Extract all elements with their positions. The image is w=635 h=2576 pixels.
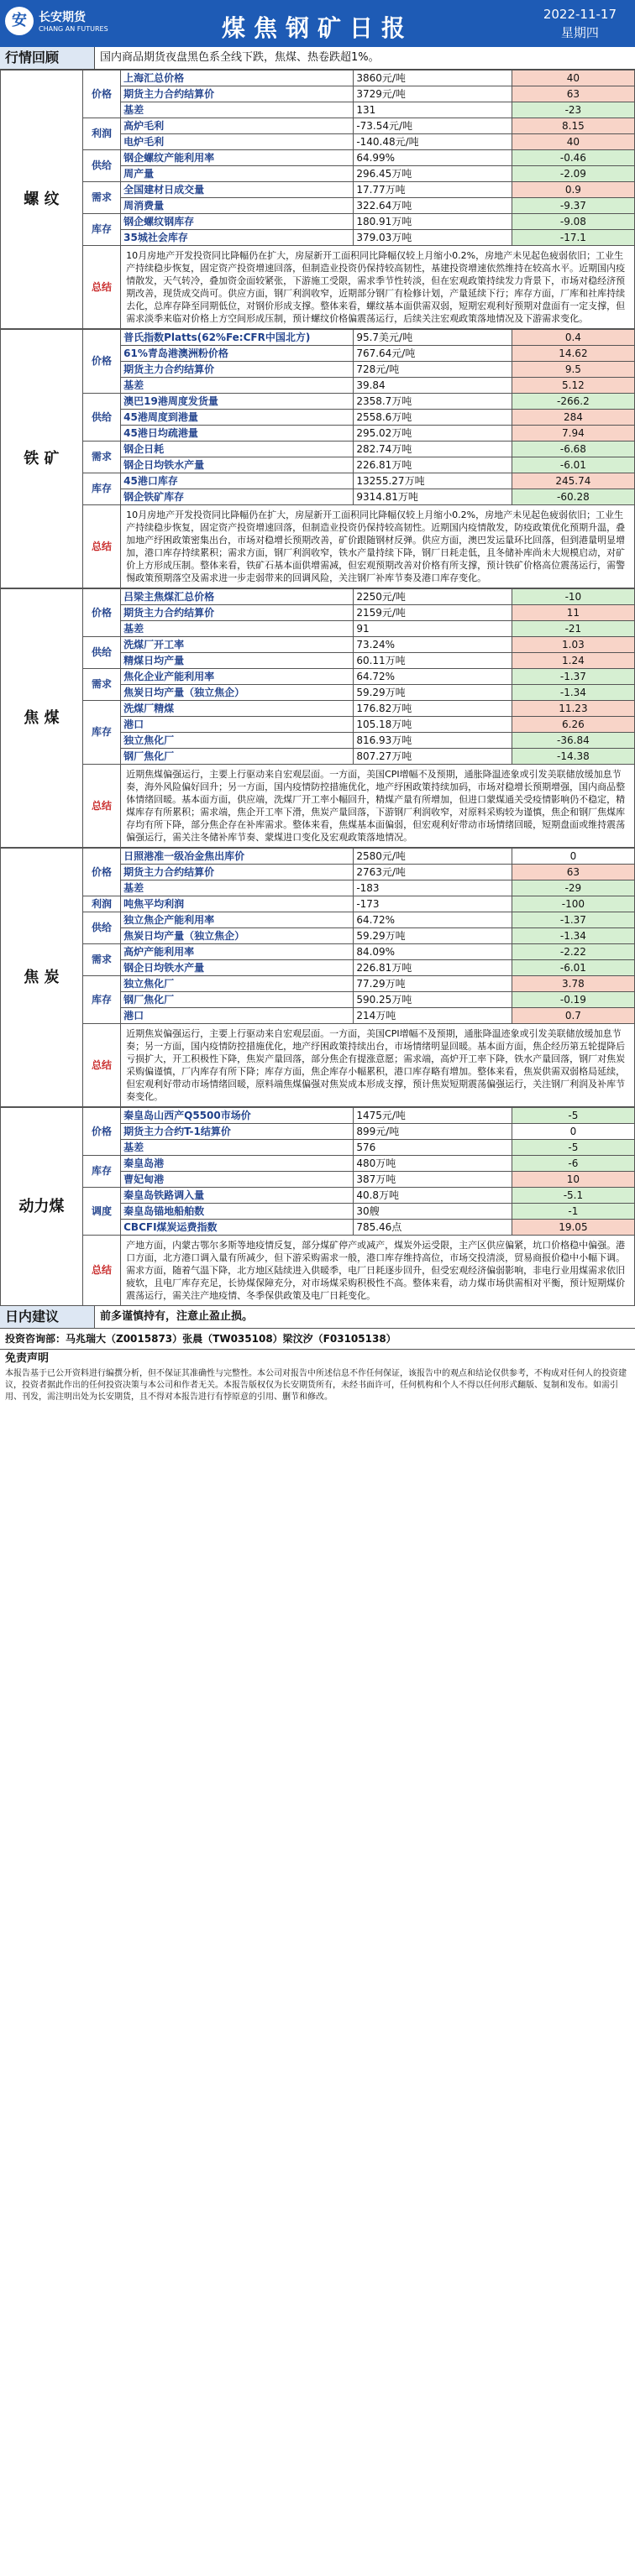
indicator-value: 226.81万吨 [354, 457, 512, 473]
weekday-text: 星期四 [560, 25, 599, 40]
table-row [1, 71, 635, 86]
indicator-name: 港口 [121, 717, 354, 733]
indicator-value: 60.11万吨 [354, 653, 512, 669]
indicator-name: 吕梁主焦煤汇总价格 [121, 589, 354, 605]
indicator-change: -1.37 [512, 669, 634, 685]
indicator-value: 214万吨 [354, 1008, 512, 1024]
indicator-change: -36.84 [512, 733, 634, 749]
indicator-change: 284 [512, 410, 634, 426]
category-label: 需求 [82, 182, 120, 214]
indicator-value: 64.72% [354, 669, 512, 685]
indicator-value: 590.25万吨 [354, 992, 512, 1008]
indicator-name: 曹妃甸港 [121, 1172, 354, 1188]
summary-text: 近期焦炭偏强运行，主要上行驱动来自宏观层面。一方面，美国CPI增幅不及预期，通胀降温迹象或引发美联储放缓加息节奏；另一方面，国内疫情防控措施优化，地产纾困政策持续出台，市场情绪明显回暖。基本面方面，焦企经历第五轮提降后亏损扩大，开工积极性下降，焦炭产量回落，部分焦企有提涨意愿；需求端，高炉开工率下降，铁水产量回落，钢厂对焦炭采购偏谨慎，厂内库存有所下降；库存方面，焦企库存小幅累积，港口库存略有增加。整体来看，焦炭供需双弱格局延续，但宏观利好带动市场情绪回暖，原料端焦煤偏强对焦炭成本形成支撑，预计焦炭短期震荡偏强运行，关注钢厂利润及补库节奏变化。 [121, 1024, 635, 1107]
indicator-value: 480万吨 [354, 1156, 512, 1172]
table-row [1, 669, 635, 685]
indicator-change: -29 [512, 880, 634, 896]
indicator-name: 钢厂焦化厂 [121, 749, 354, 765]
indicator-change: 0 [512, 1124, 634, 1140]
indicator-value: 39.84 [354, 378, 512, 394]
summary-row [1, 505, 635, 588]
indicator-change: 8.15 [512, 118, 634, 134]
indicator-name: 电炉毛利 [121, 134, 354, 150]
table-row [1, 944, 635, 960]
category-label: 价格 [82, 1108, 120, 1156]
indicator-value: 2159元/吨 [354, 605, 512, 621]
indicator-value: 9314.81万吨 [354, 489, 512, 505]
indicator-value: 767.64元/吨 [354, 346, 512, 362]
logo-name-cn: 长安期货 [39, 11, 86, 24]
indicator-value: 379.03万吨 [354, 230, 512, 246]
indicator-value: 131 [354, 102, 512, 118]
indicator-value: -140.48元/吨 [354, 134, 512, 150]
indicator-value: 84.09% [354, 944, 512, 960]
indicator-value: 387万吨 [354, 1172, 512, 1188]
indicator-name: 焦化企业产能利用率 [121, 669, 354, 685]
product-label: 焦 煤 [1, 589, 83, 848]
report-date [543, 5, 617, 42]
section-table [0, 70, 635, 329]
indicator-name: 45港日均疏港量 [121, 426, 354, 442]
category-label: 调度 [82, 1188, 120, 1236]
market-review-text: 国内商品期货夜盘黑色系全线下跌，焦煤、热卷跌超1%。 [94, 47, 635, 69]
summary-label: 总结 [82, 505, 120, 588]
category-label: 供给 [82, 912, 120, 944]
summary-text: 10月房地产开发投资同比降幅仍在扩大，房屋新开工面积同比降幅仅较上月缩小0.2%，房地产未见起色疲弱依旧；工业生产持续稳步恢复，固定资产投资增速回落，但制造业投资仍保持较高韧性，基建投资增速依然维持在较高水平。近期国内疫情散发，天气转冷，叠加资金面较紧张，下游施工受限，需求季节性转淡，但在宏观政策持续发力背景下，市场对稳经济预期改善，现货成交尚可。供应方面，钢厂利润收窄，近期部分钢厂有检修计划，产量延续下行；库存方面，厂库和社库持续去化，总库存降至同期低位，对钢价形成支撑。整体来看，螺纹基本面供需双弱，短期宏观利好预期对盘面有一定支撑，但需求淡季来临对价格上方空间形成压制，预计螺纹价格偏震荡运行，后续关注宏观政策落地情况及下游需求变化。 [121, 246, 635, 329]
indicator-value: 728元/吨 [354, 362, 512, 378]
indicator-name: 普氏指数Platts(62%Fe:CFR中国北方) [121, 330, 354, 346]
indicator-change: 5.12 [512, 378, 634, 394]
section-table [0, 329, 635, 588]
indicator-value: 1475元/吨 [354, 1108, 512, 1124]
indicator-name: 精煤日均产量 [121, 653, 354, 669]
indicator-change: 14.62 [512, 346, 634, 362]
table-row [1, 182, 635, 198]
category-label: 利润 [82, 118, 120, 150]
summary-text: 10月房地产开发投资同比降幅仍在扩大，房屋新开工面积同比降幅仅较上月缩小0.2%，房地产未见起色疲弱依旧；工业生产持续稳步恢复，固定资产投资增速回落，但制造业投资仍保持较高韧性。近期国内疫情散发，防疫政策优化预期升温，叠加地产纾困政策密集出台，市场对稳增长预期改善，矿价跟随钢材反弹。供应方面，澳巴发运量环比回落，但到港量明显增加，港口库存持续累积；需求方面，钢厂利润收窄，铁水产量持续下降，钢厂日耗走低，且冬储补库尚未大规模启动，对矿价上方形成压制。整体来看，铁矿石基本面供增需减，但宏观预期改善对价格有所支撑，预计铁矿价格高位震荡运行，需警惕政策预期落空及需求进一步走弱带来的回调风险，关注钢厂补库节奏及港口库存变化。 [121, 505, 635, 588]
category-label: 价格 [82, 849, 120, 896]
indicator-name: 35城社会库存 [121, 230, 354, 246]
indicator-name: 钢企铁矿库存 [121, 489, 354, 505]
indicator-value: 77.29万吨 [354, 976, 512, 992]
indicator-value: 282.74万吨 [354, 442, 512, 457]
category-label: 价格 [82, 589, 120, 637]
indicator-value: 91 [354, 621, 512, 637]
category-label: 需求 [82, 442, 120, 473]
indicator-name: CBCFI煤炭运费指数 [121, 1220, 354, 1236]
sections-container [0, 70, 635, 1306]
indicator-change: 40 [512, 71, 634, 86]
summary-row [1, 765, 635, 848]
table-row [1, 912, 635, 928]
indicator-value: 899元/吨 [354, 1124, 512, 1140]
category-label: 供给 [82, 150, 120, 182]
indicator-name: 钢企日均铁水产量 [121, 457, 354, 473]
indicator-change: 63 [512, 865, 634, 880]
indicator-name: 基差 [121, 880, 354, 896]
indicator-name: 秦皇岛锚地船舶数 [121, 1204, 354, 1220]
indicator-change: 10 [512, 1172, 634, 1188]
indicator-name: 高炉产能利用率 [121, 944, 354, 960]
indicator-change: 1.03 [512, 637, 634, 653]
indicator-change: -2.09 [512, 166, 634, 182]
indicator-name: 日照港准一级冶金焦出库价 [121, 849, 354, 865]
indicator-change: 0.9 [512, 182, 634, 198]
section-table [0, 1107, 635, 1306]
indicator-value: 2558.6万吨 [354, 410, 512, 426]
indicator-change: 3.78 [512, 976, 634, 992]
indicator-value: 64.99% [354, 150, 512, 166]
category-label: 价格 [82, 330, 120, 394]
indicator-name: 澳巴19港周度发货量 [121, 394, 354, 410]
indicator-change: -1 [512, 1204, 634, 1220]
indicator-change: -1.37 [512, 912, 634, 928]
indicator-name: 45港周度到港量 [121, 410, 354, 426]
indicator-change: -14.38 [512, 749, 634, 765]
indicator-value: 226.81万吨 [354, 960, 512, 976]
summary-label: 总结 [82, 246, 120, 329]
market-review-label: 行情回顾 [0, 47, 94, 69]
table-row [1, 214, 635, 230]
indicator-change: -1.34 [512, 685, 634, 701]
indicator-change: -5 [512, 1140, 634, 1156]
indicator-value: 64.72% [354, 912, 512, 928]
indicator-name: 秦皇岛山西产Q5500市场价 [121, 1108, 354, 1124]
indicator-name: 期货主力合约结算价 [121, 86, 354, 102]
category-label: 价格 [82, 71, 120, 118]
indicator-value: 59.29万吨 [354, 685, 512, 701]
indicator-value: 40.8万吨 [354, 1188, 512, 1204]
indicator-change: 11 [512, 605, 634, 621]
table-row [1, 976, 635, 992]
category-label: 库存 [82, 976, 120, 1024]
table-row [1, 442, 635, 457]
summary-row [1, 1236, 635, 1306]
indicator-value: -173 [354, 896, 512, 912]
summary-row [1, 246, 635, 329]
indicator-name: 钢厂焦化厂 [121, 992, 354, 1008]
date-text: 2022-11-17 [543, 7, 617, 22]
indicator-name: 秦皇岛港 [121, 1156, 354, 1172]
indicator-change: -6 [512, 1156, 634, 1172]
indicator-change: -6.01 [512, 457, 634, 473]
indicator-name: 61%青岛港澳洲粉价格 [121, 346, 354, 362]
category-label: 利润 [82, 896, 120, 912]
indicator-value: 2580元/吨 [354, 849, 512, 865]
table-row [1, 849, 635, 865]
indicator-change: -6.01 [512, 960, 634, 976]
indicator-name: 独立焦企产能利用率 [121, 912, 354, 928]
indicator-value: -73.54元/吨 [354, 118, 512, 134]
category-label: 供给 [82, 394, 120, 442]
indicator-name: 周产量 [121, 166, 354, 182]
indicator-value: 295.02万吨 [354, 426, 512, 442]
indicator-change: -17.1 [512, 230, 634, 246]
indicator-change: -9.37 [512, 198, 634, 214]
indicator-change: 11.23 [512, 701, 634, 717]
indicator-value: 73.24% [354, 637, 512, 653]
table-row [1, 118, 635, 134]
indicator-name: 基差 [121, 102, 354, 118]
product-label: 铁 矿 [1, 330, 83, 588]
indicator-name: 基差 [121, 378, 354, 394]
indicator-name: 全国建材日成交量 [121, 182, 354, 198]
table-row [1, 330, 635, 346]
indicator-change: 7.94 [512, 426, 634, 442]
indicator-value: -183 [354, 880, 512, 896]
indicator-name: 秦皇岛铁路调入量 [121, 1188, 354, 1204]
category-label: 库存 [82, 1156, 120, 1188]
indicator-change: -21 [512, 621, 634, 637]
indicator-value: 322.64万吨 [354, 198, 512, 214]
market-review [0, 47, 635, 70]
indicator-name: 吨焦平均利润 [121, 896, 354, 912]
indicator-name: 高炉毛利 [121, 118, 354, 134]
indicator-change: 63 [512, 86, 634, 102]
indicator-change: -0.19 [512, 992, 634, 1008]
indicator-name: 周消费量 [121, 198, 354, 214]
table-row [1, 473, 635, 489]
indicator-change: -9.08 [512, 214, 634, 230]
indicator-name: 基差 [121, 1140, 354, 1156]
product-label: 动力煤 [1, 1108, 83, 1306]
indicator-name: 焦炭日均产量（独立焦企） [121, 928, 354, 944]
indicator-value: 576 [354, 1140, 512, 1156]
indicator-change: -60.28 [512, 489, 634, 505]
indicator-value: 807.27万吨 [354, 749, 512, 765]
summary-label: 总结 [82, 1236, 120, 1306]
section-table [0, 848, 635, 1107]
table-row [1, 1188, 635, 1204]
table-row [1, 637, 635, 653]
indicator-change: 6.26 [512, 717, 634, 733]
category-label: 库存 [82, 701, 120, 765]
table-row [1, 394, 635, 410]
category-label: 库存 [82, 473, 120, 505]
indicator-value: 13255.27万吨 [354, 473, 512, 489]
advice-label: 日内建议 [0, 1306, 94, 1328]
indicator-change: -100 [512, 896, 634, 912]
indicator-change: -23 [512, 102, 634, 118]
indicator-change: 0 [512, 849, 634, 865]
indicator-name: 钢企螺纹钢库存 [121, 214, 354, 230]
disclaimer-title: 免责声明 [5, 1352, 50, 1365]
analyst-info: 投资咨询部：马兆瑞大（Z0015873）张晨（TW035108）梁汶汐（F03105138） [0, 1329, 635, 1350]
indicator-name: 上海汇总价格 [121, 71, 354, 86]
table-row [1, 150, 635, 166]
product-label: 焦 炭 [1, 849, 83, 1107]
indicator-change: -5.1 [512, 1188, 634, 1204]
indicator-change: -0.46 [512, 150, 634, 166]
indicator-value: 180.91万吨 [354, 214, 512, 230]
indicator-name: 基差 [121, 621, 354, 637]
indicator-value: 3860元/吨 [354, 71, 512, 86]
indicator-change: 19.05 [512, 1220, 634, 1236]
indicator-change: -2.22 [512, 944, 634, 960]
table-row [1, 589, 635, 605]
logo-icon: 安 [5, 7, 34, 35]
table-row [1, 1156, 635, 1172]
summary-text: 产地方面，内蒙古鄂尔多斯等地疫情反复，部分煤矿停产或减产，煤炭外运受限，主产区供应偏紧，坑口价格稳中偏强。港口方面，北方港口调入量有所减少，但下游采购需求一般，港口库存维持高位，市场交投清淡，贸易商报价稳中小幅下调。需求方面，随着气温下降，北方地区陆续进入供暖季，电厂日耗逐步回升，但受宏观经济偏弱影响，非电行业用煤需求依旧疲软，且电厂库存充足，长协煤保障充分，对市场煤采购积极性不高。整体来看，动力煤市场供需相对平衡，预计短期煤价震荡运行，需关注产地疫情、冬季保供政策及电厂日耗变化。 [121, 1236, 635, 1306]
indicator-change: 9.5 [512, 362, 634, 378]
indicator-value: 785.46点 [354, 1220, 512, 1236]
table-row [1, 1108, 635, 1124]
indicator-value: 176.82万吨 [354, 701, 512, 717]
indicator-value: 3729元/吨 [354, 86, 512, 102]
indicator-change: -6.68 [512, 442, 634, 457]
category-label: 供给 [82, 637, 120, 669]
summary-label: 总结 [82, 765, 120, 848]
indicator-name: 期货主力合约T-1结算价 [121, 1124, 354, 1140]
category-label: 库存 [82, 214, 120, 246]
indicator-change: -266.2 [512, 394, 634, 410]
report-title: 煤焦钢矿日报 [221, 14, 413, 42]
indicator-name: 45港口库存 [121, 473, 354, 489]
summary-text: 近期焦煤偏强运行，主要上行驱动来自宏观层面。一方面，美国CPI增幅不及预期，通胀降温迹象或引发美联储放缓加息节奏，海外风险偏好回升；另一方面，国内疫情防控措施优化，地产纾困政策持续加码，市场对稳增长预期增强，国内商品整体情绪回暖。基本面方面，供应端，洗煤厂开工率小幅回升，精煤产量有所增加，但进口蒙煤通关受疫情影响仍不稳定，精煤库存有所累积；需求端，焦企开工率下滑，焦炭产量回落，下游钢厂利润收窄，对原料采购较为谨慎，焦企和钢厂焦煤库存均有所下降，部分焦企存在补库需求。整体来看，焦煤基本面偏弱，但宏观利好带动市场情绪回暖，短期盘面或维持震荡偏强运行，需关注冬储补库节奏、蒙煤进口变化及宏观政策落地情况。 [121, 765, 635, 848]
category-label: 需求 [82, 669, 120, 701]
category-label: 需求 [82, 944, 120, 976]
indicator-value: 30艘 [354, 1204, 512, 1220]
indicator-name: 钢企日耗 [121, 442, 354, 457]
indicator-change: -5 [512, 1108, 634, 1124]
indicator-value: 296.45万吨 [354, 166, 512, 182]
indicator-name: 焦炭日均产量（独立焦企） [121, 685, 354, 701]
report-header [0, 0, 635, 47]
indicator-change: -1.34 [512, 928, 634, 944]
indicator-name: 独立焦化厂 [121, 976, 354, 992]
logo-name-en: CHANG AN FUTURES [39, 25, 108, 33]
product-label: 螺 纹 [1, 71, 83, 329]
advice-text: 前多谨慎持有，注意止盈止损。 [94, 1306, 635, 1328]
indicator-name: 港口 [121, 1008, 354, 1024]
table-row [1, 701, 635, 717]
indicator-value: 17.77万吨 [354, 182, 512, 198]
indicator-change: -10 [512, 589, 634, 605]
indicator-value: 105.18万吨 [354, 717, 512, 733]
indicator-name: 钢企螺纹产能利用率 [121, 150, 354, 166]
indicator-name: 洗煤厂精煤 [121, 701, 354, 717]
indicator-name: 期货主力合约结算价 [121, 865, 354, 880]
indicator-name: 钢企日均铁水产量 [121, 960, 354, 976]
indicator-name: 期货主力合约结算价 [121, 362, 354, 378]
section-table [0, 588, 635, 848]
indicator-name: 洗煤厂开工率 [121, 637, 354, 653]
indicator-change: 0.4 [512, 330, 634, 346]
summary-row [1, 1024, 635, 1107]
indicator-value: 2250元/吨 [354, 589, 512, 605]
indicator-change: 0.7 [512, 1008, 634, 1024]
indicator-value: 59.29万吨 [354, 928, 512, 944]
indicator-value: 2358.7万吨 [354, 394, 512, 410]
intraday-advice [0, 1306, 635, 1329]
indicator-value: 2763元/吨 [354, 865, 512, 880]
disclaimer-text: 本报告基于已公开资料进行编撰分析，但不保证其准确性与完整性。本公司对报告中所述信息不作任何保证，该报告中的观点和结论仅供参考，不构成对任何人的投资建议，投资者据此作出的任何投资决策与本公司和作者无关。本报告版权仅为长安期货所有，未经书面许可，任何机构和个人不得以任何形式翻版、复制和发布。如需引用、刊发，需注明出处为长安期货，且不得对本报告进行有悖原意的引用、删节和修改。 [5, 1369, 627, 1402]
summary-label: 总结 [82, 1024, 120, 1107]
indicator-change: 245.74 [512, 473, 634, 489]
table-row [1, 896, 635, 912]
indicator-value: 95.7美元/吨 [354, 330, 512, 346]
indicator-change: 40 [512, 134, 634, 150]
indicator-name: 独立焦化厂 [121, 733, 354, 749]
indicator-name: 期货主力合约结算价 [121, 605, 354, 621]
indicator-value: 816.93万吨 [354, 733, 512, 749]
indicator-change: 1.24 [512, 653, 634, 669]
